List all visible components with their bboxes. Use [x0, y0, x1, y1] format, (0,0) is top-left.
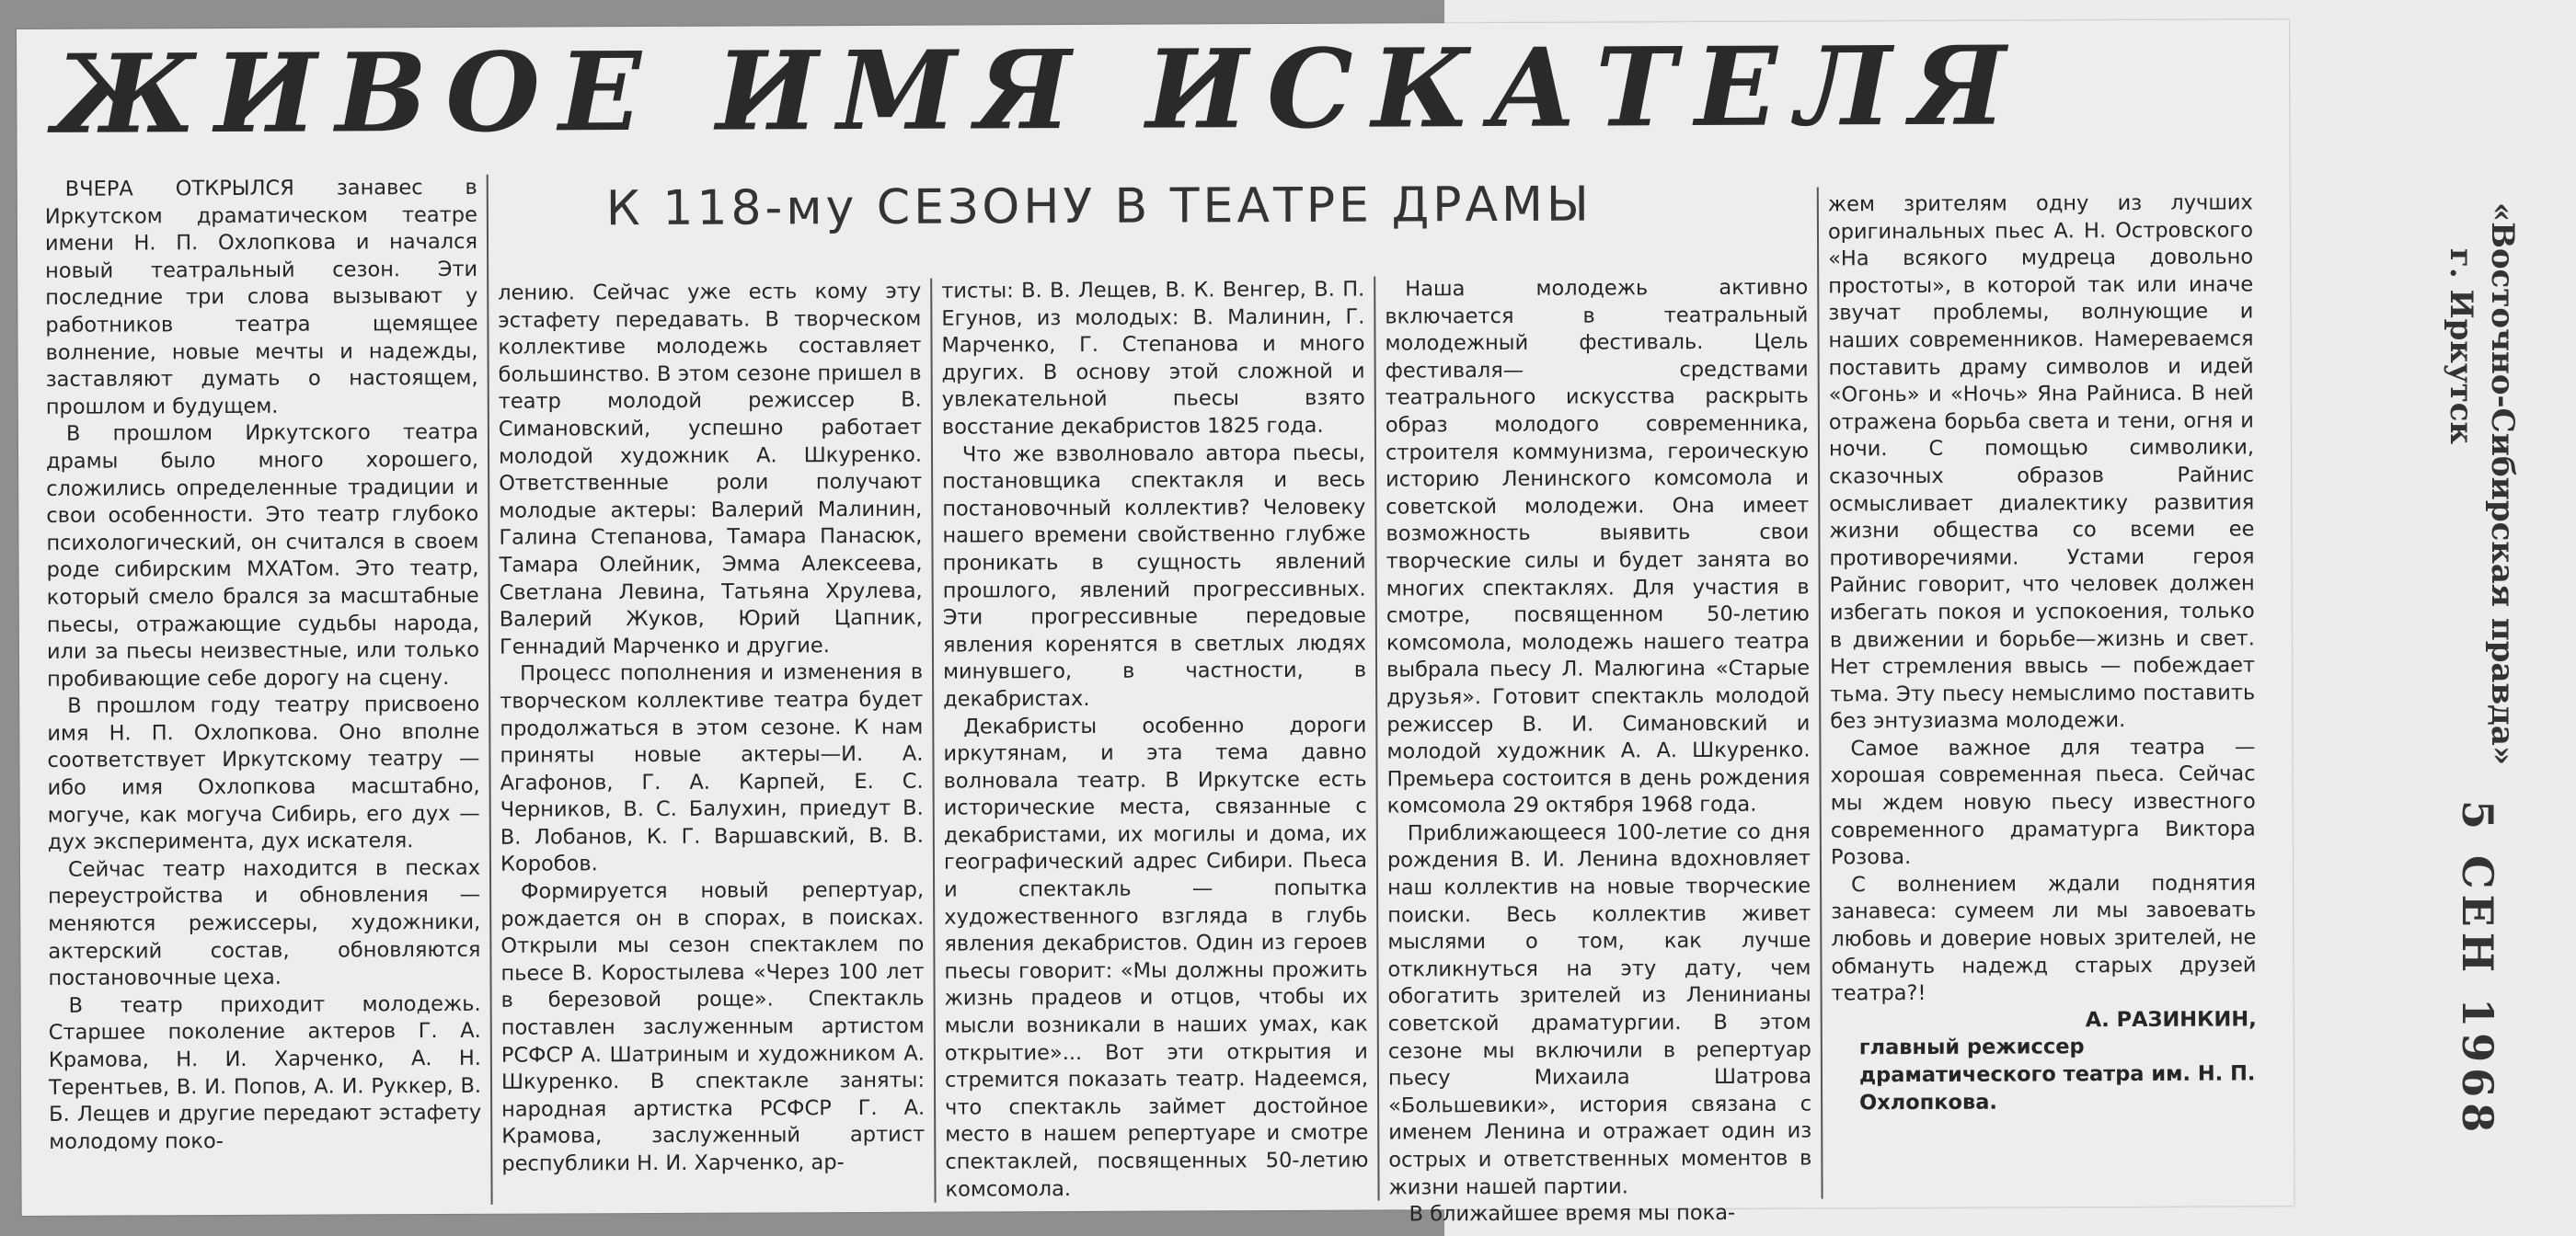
paragraph: жем зрителям одну из лучших оригинальных пьес А. Н. Островского «На всякого мудреца довольно простоты», в которой так или иначе звучат проблемы, волнующие и наших современников. Намереваемся поставить драму символов и идей «Огонь» и «Ночь» Яна Райниса. В ней отражена борьба света и тени, огня и ночи. С помощью символики, сказочных образов Райнис осмысливает диалектику развития жизни общества со всеми ее противоречиями. Устами героя Райнис говорит, что человек должен избегать покоя и успокоения, только в движении и борьбе—жизнь и свет. Нет стремления ввысь — побеждает тьма. Эту пьесу немыслимо поставить без энтузиазма молодежи.	[1827, 190, 2256, 734]
paragraph: тисты: В. В. Лещев, В. К. Венгер, В. П. Егунов, из молодых: В. Малинин, Г. Марченко, Г. Степанова и много других. В основу этой сложной и увлекательной пьесы взято восстание декабристов 1825 года.	[941, 277, 1365, 440]
paragraph: Что же взволновало автора пьесы, постановщика спектакля и весь постановочный коллектив? Человеку нашего времени свойственно глубже проникать в сущность явлений прошлого, явлений прогрессивных. Эти прогрессивные передовые явления коренятся в светлых людях минувшего, в частности, в декабристах.	[942, 441, 1367, 712]
paragraph: В прошлом году театру присвоено имя Н. П. Охлопкова. Оно вполне соответствует Иркутскому театру — ибо имя Охлопкова масштабно, могуче, как могуча Сибирь, его дух — дух эксперимента, дух искателя.	[47, 692, 480, 855]
stamp-city: г. Иркутск	[2443, 248, 2479, 445]
article-column-1	[45, 175, 482, 1216]
article-headline: ЖИВОЕ ИМЯ ИСКАТЕЛЯ	[53, 21, 2025, 158]
paragraph: В прошлом Иркутского театра драмы было много хорошего, сложились определенные традиции и свои особенности. Это театр глубоко психологический, он считался в своем роде сибирским МХАТом. Это театр, который смело брался за масштабные пьесы, отражающие судьбы народа, или за пьесы неизвестные, или только пробивающие себе дорогу на сцену.	[45, 420, 480, 692]
paragraph: Сейчас театр находится в песках переустройства и обновления — меняются режиссеры, художники, актерский состав, обновляются постановочные цеха.	[48, 855, 481, 991]
column-divider	[1817, 187, 1823, 1198]
article-column-4	[1385, 275, 1812, 1227]
article-column-3	[941, 277, 1368, 1212]
archive-stamp	[2392, 138, 2530, 1150]
paragraph: В ближайшее время мы пока-	[1409, 1201, 1736, 1227]
paragraph: Приближающееся 100-летие со дня рождения В. И. Ленина вдохновляет наш коллектив на новые творческие поиски. Весь коллектив живет мыслями о том, как лучше откликнуться на эту дату, чем обогатить зрителей из Ленинианы советской драматургии. В этом сезоне мы включили в репертуар пьесу Михаила Шатрова «Большевики», история связана с именем Ленина и отражает один из острых и ответственных моментов в жизни нашей партии.	[1386, 819, 1812, 1200]
paragraph: лению. Сейчас уже есть кому эту эстафету передавать. В творческом коллективе молодежь составляет большинство. В этом сезоне пришел в театр молодой режиссер В. Симановский, успешно работает молодой художник А. Шкуренко. Ответственные роли получают молодые актеры: Валерий Малинин, Галина Степанова, Тамара Панасюк, Тамара Олейник, Эмма Алексеева, Светлана Левина, Татьяна Хрулева, Валерий Жуков, Юрий Цапник, Геннадий Марченко и другие.	[498, 279, 923, 659]
column-divider	[487, 175, 493, 1205]
paragraph: С волнением ждали поднятия занавеса: сумеем ли мы завоевать любовь и доверие новых зрителей, не обмануть надежд старых друзей театра?!	[1831, 871, 2257, 1006]
column-divider	[1374, 277, 1379, 1201]
paragraph: Наша молодежь активно включается в театральный молодежный фестиваль. Цель фестиваля— средствами театрального искусства раскрыть образ молодого современника, строителя коммунизма, героическую историю Ленинского комсомола и советской молодежи. Она имеет возможность выявить свои творческие силы и будет занята во многих спектаклях. Для участия в смотре, посвященном 50-летию комсомола, молодежь нашего театра выбрала пьесу Л. Малюгина «Старые друзья». Готовит спектакль молодой режиссер В. И. Симановский и молодой художник А. А. Шкуренко. Премьера состоится в день рождения комсомола 29 октября 1968 года.	[1385, 275, 1811, 818]
paragraph: Самое важное для театра — хорошая современная пьеса. Сейчас мы ждем новую пьесу известного современного драматурга Виктора Розова.	[1830, 735, 2256, 870]
author-signature: А. РАЗИНКИН,	[2085, 1007, 2257, 1033]
author-title: главный режиссер драматического театра им. Н. П. Охлопкова.	[1858, 1035, 2256, 1115]
article-column-5	[1828, 189, 2258, 1207]
paragraph: Процесс пополнения и изменения в творческом коллективе театра будет продолжаться в этом сезоне. К нам приняты новые актеры—И. А. Агафонов, Г. А. Карпей, Е. С. Черников, В. С. Балухин, приедут В. В. Лобанов, К. Г. Варшавский, В. В. Коробов.	[500, 660, 924, 877]
newspaper-clipping	[17, 19, 2294, 1227]
article-subheadline: К 118-му СЕЗОНУ В ТЕАТРЕ ДРАМЫ	[605, 177, 1593, 237]
paragraph: ВЧЕРА ОТКРЫЛСЯ занавес в Иркутском драматическом театре имени Н. П. Охлопкова и начался новый театральный сезон. Эти последние три слова вызывают у работников театра щемящее волнение, новые мечты и надежды, заставляют думать о настоящем, прошлом и будущем.	[44, 175, 478, 419]
article-column-2	[498, 279, 925, 1214]
column-divider	[930, 279, 936, 1203]
paragraph: Декабристы особенно дороги иркутянам, и эта тема давно волновала театр. В Иркутске есть исторические места, связанные с декабристами, их могилы и дома, их географический адрес Сибири. Пьеса и спектакль — попытка художественного взгляда в глубь явления декабристов. Один из героев пьесы говорит: «Мы должны прожить жизнь прадеов и отцов, чтобы их мысли возникали в наших умах, как открытие»... Вот эти открытия и стремится показать театр. Надеемся, что спектакль займет достойное место в нашем репертуаре и смотре спектаклей, посвященных 50-летию комсомола.	[943, 713, 1369, 1202]
paragraph: Формируется новый репертуар, рождается он в спорах, в поисках. Открыли мы сезон спектаклем по пьесе В. Коростылева «Через 100 лет в березовой роще». Спектакль поставлен заслуженным артистом РСФСР А. Шатриным и художником А. Шкуренко. В спектакле заняты: народная артистка РСФСР Г. А. Крамова, заслуженный артист республики Н. И. Харченко, ар-	[500, 877, 926, 1176]
paragraph: В театр приходит молодежь. Старшее поколение актеров Г. А. Крамова, Н. И. Харченко, А. Н. Терентьев, В. И. Попов, А. И. Руккер, В. Б. Лещев и другие передают эстафету молодому поко-	[48, 991, 482, 1154]
stamp-newspaper: «Восточно-Сибирская правда»	[2484, 202, 2521, 766]
stamp-date: 5 СЕН 1968	[2453, 800, 2502, 1139]
